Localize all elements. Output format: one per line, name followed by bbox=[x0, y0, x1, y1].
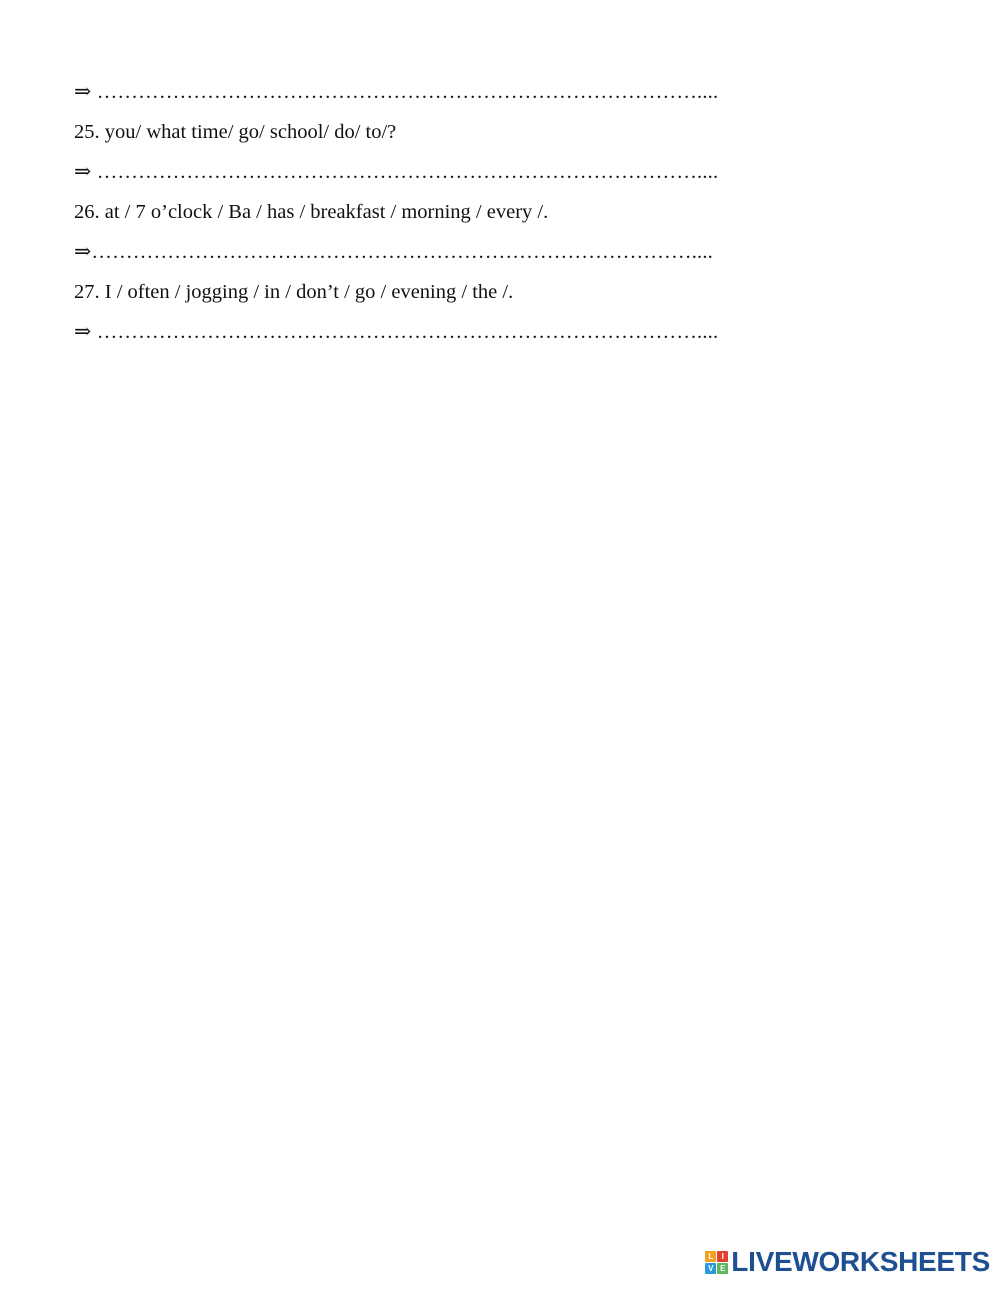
answer-dots: …………………………………………………………………………….... bbox=[91, 321, 719, 343]
answer-line-27[interactable] bbox=[74, 312, 934, 352]
arrow-icon: ⇒ bbox=[74, 81, 92, 103]
answer-line-24[interactable] bbox=[74, 72, 934, 112]
answer-dots: …………………………………………………………………………….... bbox=[91, 241, 713, 263]
question-26: 26. at / 7 o’clock / Ba / has / breakfast / morning / every /. bbox=[74, 201, 549, 223]
question-27: 27. I / often / jogging / in / don’t / go / evening / the /. bbox=[74, 281, 514, 303]
answer-dots: …………………………………………………………………………….... bbox=[91, 81, 719, 103]
logo-text: LIVEWORKSHEETS bbox=[731, 1246, 990, 1277]
answer-dots: …………………………………………………………………………….... bbox=[91, 161, 719, 183]
logo-block-e: E bbox=[717, 1263, 728, 1274]
arrow-icon: ⇒ bbox=[74, 241, 92, 263]
logo-blocks-icon bbox=[705, 1251, 728, 1274]
question-25: 25. you/ what time/ go/ school/ do/ to/? bbox=[74, 121, 397, 143]
logo-block-l: L bbox=[705, 1251, 716, 1262]
logo-block-i: I bbox=[717, 1251, 728, 1262]
liveworksheets-logo bbox=[705, 1247, 990, 1277]
worksheet bbox=[74, 72, 934, 352]
arrow-icon: ⇒ bbox=[74, 161, 92, 183]
answer-line-25[interactable] bbox=[74, 152, 934, 192]
answer-line-26[interactable] bbox=[74, 232, 934, 272]
arrow-icon: ⇒ bbox=[74, 321, 92, 343]
logo-block-v: V bbox=[705, 1263, 716, 1274]
